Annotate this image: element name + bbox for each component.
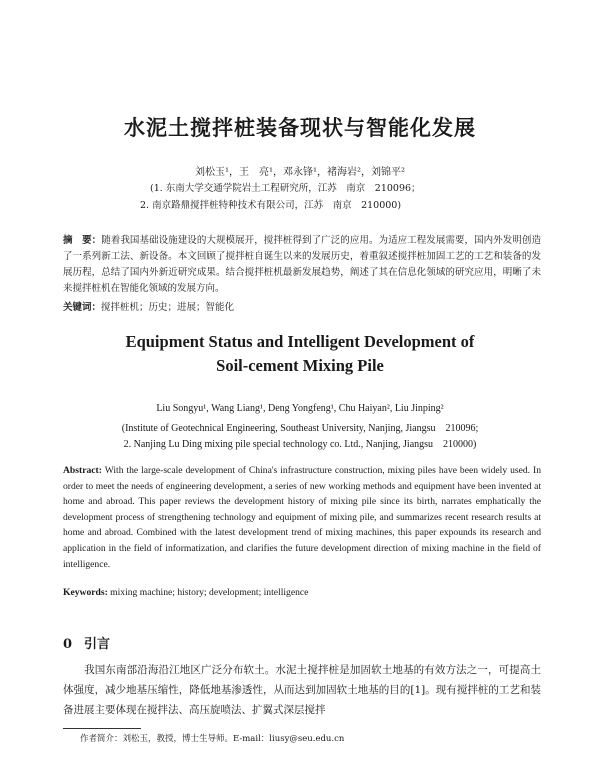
footnote-divider (63, 728, 141, 729)
english-affiliation-1: (Institute of Geotechnical Engineering, Southeast University, Nanjing, Jiangsu 210096; (121, 423, 479, 434)
chinese-abstract (63, 233, 541, 297)
english-abstract (63, 463, 541, 572)
chinese-affiliation-1: (1. 东南大学交通学院岩土工程研究所，江苏 南京 210096； (150, 183, 421, 194)
chinese-affiliation-2: 2. 南京路鼎搅拌桩特种技术有限公司，江苏 南京 210000) (140, 200, 402, 211)
english-keywords-label: Keywords: (63, 587, 108, 598)
chinese-authors: 刘松玉¹，王 亮¹，邓永锋¹，褚海岩²，刘锦平² (194, 167, 406, 178)
english-abstract-label: Abstract: (63, 465, 102, 476)
english-keywords-text: mixing machine; history; development; intelligence (110, 587, 309, 598)
chinese-abstract-label: 摘 要： (63, 235, 102, 246)
english-title-line-2: Soil-cement Mixing Pile (216, 356, 384, 375)
english-title-line-1: Equipment Status and Intelligent Development of (125, 332, 475, 351)
section-heading (63, 633, 122, 652)
author-footnote: 作者简介：刘松玉，教授，博士生导师。E-mail：liusy@seu.edu.cn (80, 734, 345, 744)
english-title (0, 330, 600, 378)
chinese-abstract-text: 随着我国基础设施建设的大规模展开，搅拌桩得到了广泛的应用。为适应工程发展需要，国内外发明创造了一系列新工法、新设备。本文回顾了搅拌桩自诞生以来的发展历史，着重叙述搅拌桩加固工艺的工艺和装备的发展历程，总结了国内外新近研究成果。结合搅拌桩机最新发展趋势，阐述了其在信息化领域的研究应用，明晰了未来搅拌桩机在智能化领域的发展方向。 (63, 235, 541, 294)
english-abstract-text: With the large-scale development of China's infrastructure construction, mixing piles have been widely used. In order to meet the needs of engineering development, a series of new working methods and equipment have been invented at home and abroad. This paper reviews the development history of mixing pile since its birth, narrates emphatically the development process of strengthening technology and equipment of mixing pile, and summarizes recent research results at home and abroad. Combined with the latest development trend of mixing machines, this paper expounds its research and application in the field of informatization, and clarifies the future development direction of mixing machine in the field of intelligence. (63, 465, 542, 570)
english-authors: Liu Songyu¹, Wang Liang¹, Deng Yongfeng¹, Chu Haiyan², Liu Jinping² (156, 403, 444, 414)
chinese-keywords-text: 搅拌桩机；历史；进展；智能化 (101, 302, 235, 313)
english-affiliation-2: 2. Nanjing Lu Ding mixing pile special technology co. Ltd., Nanjing, Jiangsu 210000) (123, 439, 477, 450)
body-paragraph (63, 660, 541, 720)
english-keywords (63, 587, 541, 598)
chinese-keywords (63, 299, 541, 313)
section-number: 0 (63, 637, 73, 652)
section-title: 引言 (84, 637, 111, 652)
chinese-keywords-label: 关键词： (63, 302, 102, 313)
body-paragraph-text: 我国东南部沿海沿江地区广泛分布软土。水泥土搅拌桩是加固软土地基的有效方法之一，可提高土体强度，减少地基压缩性，降低地基渗透性，从而达到加固软土地基的目的[1]。现有搅拌桩的工艺和装备进展主要体现在搅拌法、高压旋喷法、扩翼式深层搅拌 (63, 664, 541, 716)
chinese-title: 水泥土搅拌桩装备现状与智能化发展 (124, 115, 476, 140)
